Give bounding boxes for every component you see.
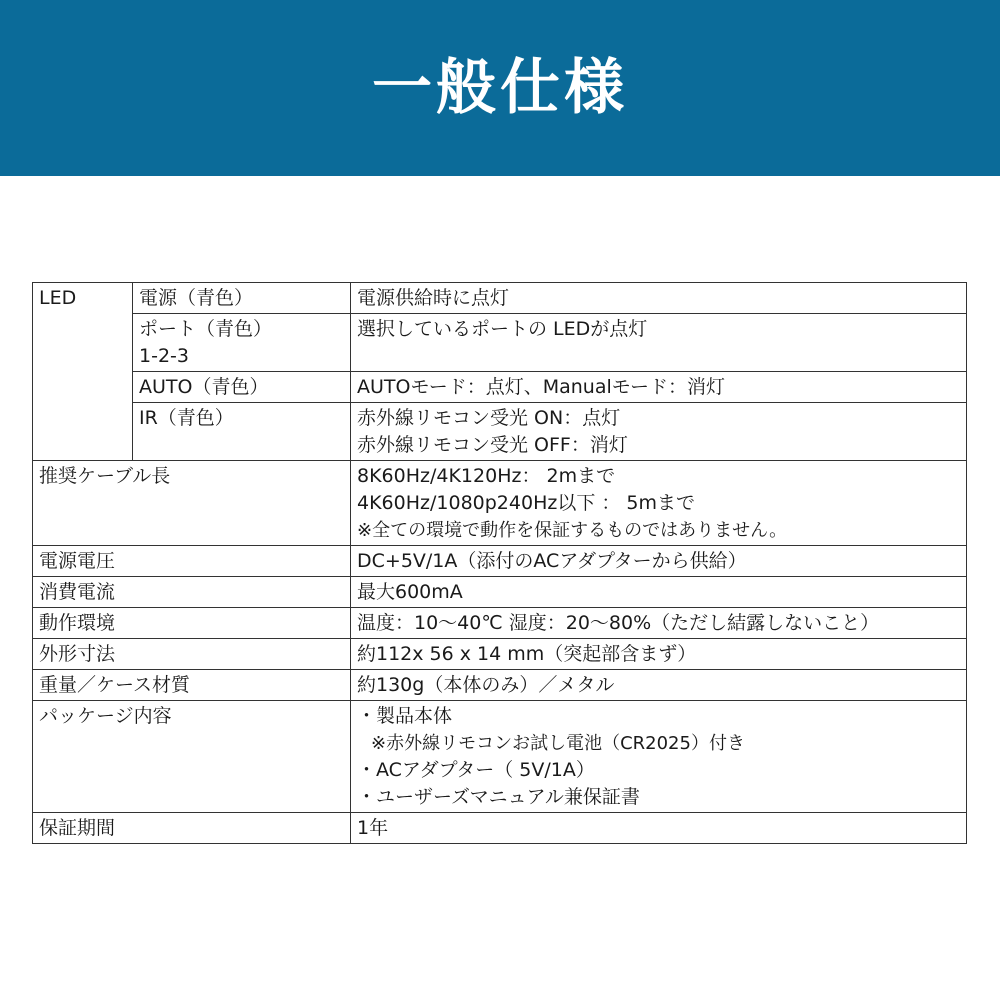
spec-value-line: ・製品本体 <box>357 705 453 727</box>
table-row <box>33 403 967 461</box>
table-row <box>33 461 967 546</box>
spec-name-led-ir <box>133 403 351 461</box>
table-row <box>33 670 967 701</box>
spec-value-line: 8K60Hz/4K120Hz： 2mまで <box>357 465 616 487</box>
spec-table <box>32 282 967 844</box>
spec-name-led-port <box>133 314 351 372</box>
spec-value <box>351 546 967 577</box>
spec-name-led-power <box>133 283 351 314</box>
spec-name: 推奨ケーブル長 <box>33 461 351 546</box>
header-banner <box>0 0 1000 176</box>
spec-name-led-auto <box>133 372 351 403</box>
spec-value-line: 約112x 56 x 14 mm（突起部含まず） <box>357 643 697 665</box>
table-row <box>33 314 967 372</box>
spec-value-led-port <box>351 314 967 372</box>
spec-name: 動作環境 <box>33 608 351 639</box>
spec-name-line: AUTO（青色） <box>139 376 269 398</box>
table-row <box>33 608 967 639</box>
spec-value-line: DC+5V/1A（添付のACアダプターから供給） <box>357 550 747 572</box>
spec-value-line: AUTOモード：点灯、Manualモード：消灯 <box>357 376 725 398</box>
spec-name: 電源電圧 <box>33 546 351 577</box>
spec-value-line: 最大600mA <box>357 581 463 603</box>
spec-name: 外形寸法 <box>33 639 351 670</box>
spec-name-line: ポート（青色） <box>139 318 273 340</box>
spec-value-line: 約130g（本体のみ）／メタル <box>357 674 615 696</box>
spec-value-led-ir <box>351 403 967 461</box>
spec-value-line: 1年 <box>357 817 389 839</box>
table-row <box>33 813 967 844</box>
spec-name-line: IR（青色） <box>139 407 234 429</box>
spec-name: パッケージ内容 <box>33 701 351 813</box>
spec-value-led-power <box>351 283 967 314</box>
spec-name: 保証期間 <box>33 813 351 844</box>
spec-value <box>351 461 967 546</box>
spec-value <box>351 608 967 639</box>
spec-note: ※全ての環境で動作を保証するものではありません。 <box>357 520 788 541</box>
spec-name: 重量／ケース材質 <box>33 670 351 701</box>
spec-value-led-auto <box>351 372 967 403</box>
page-title: 一般仕様 <box>372 53 628 123</box>
table-row <box>33 372 967 403</box>
spec-value-line: 選択しているポートの LEDが点灯 <box>357 318 648 340</box>
spec-value-line: ・ACアダプター（ 5V/1A） <box>357 759 595 781</box>
spec-value-line: 赤外線リモコン受光 ON：点灯 <box>357 407 621 429</box>
table-row <box>33 701 967 813</box>
spec-value <box>351 670 967 701</box>
spec-value <box>351 701 967 813</box>
spec-value-line: ・ユーザーズマニュアル兼保証書 <box>357 786 640 808</box>
spec-value <box>351 639 967 670</box>
spec-value <box>351 813 967 844</box>
spec-value-line: 4K60Hz/1080p240Hz以下 ： 5mまで <box>357 492 696 514</box>
spec-note: ※赤外線リモコンお試し電池（CR2025）付き <box>371 733 745 754</box>
spec-value <box>351 577 967 608</box>
spec-value-line: 温度：10～40℃ 湿度：20～80%（ただし結露しないこと） <box>357 612 880 634</box>
spec-name: 消費電流 <box>33 577 351 608</box>
table-row <box>33 546 967 577</box>
table-row <box>33 577 967 608</box>
table-row <box>33 283 967 314</box>
led-group-label: LED <box>33 283 133 461</box>
spec-name-line: 1-2-3 <box>139 345 189 367</box>
spec-value-line: 電源供給時に点灯 <box>357 287 510 309</box>
spec-value-line: 赤外線リモコン受光 OFF：消灯 <box>357 434 628 456</box>
table-row <box>33 639 967 670</box>
spec-name-line: 電源（青色） <box>139 287 254 309</box>
